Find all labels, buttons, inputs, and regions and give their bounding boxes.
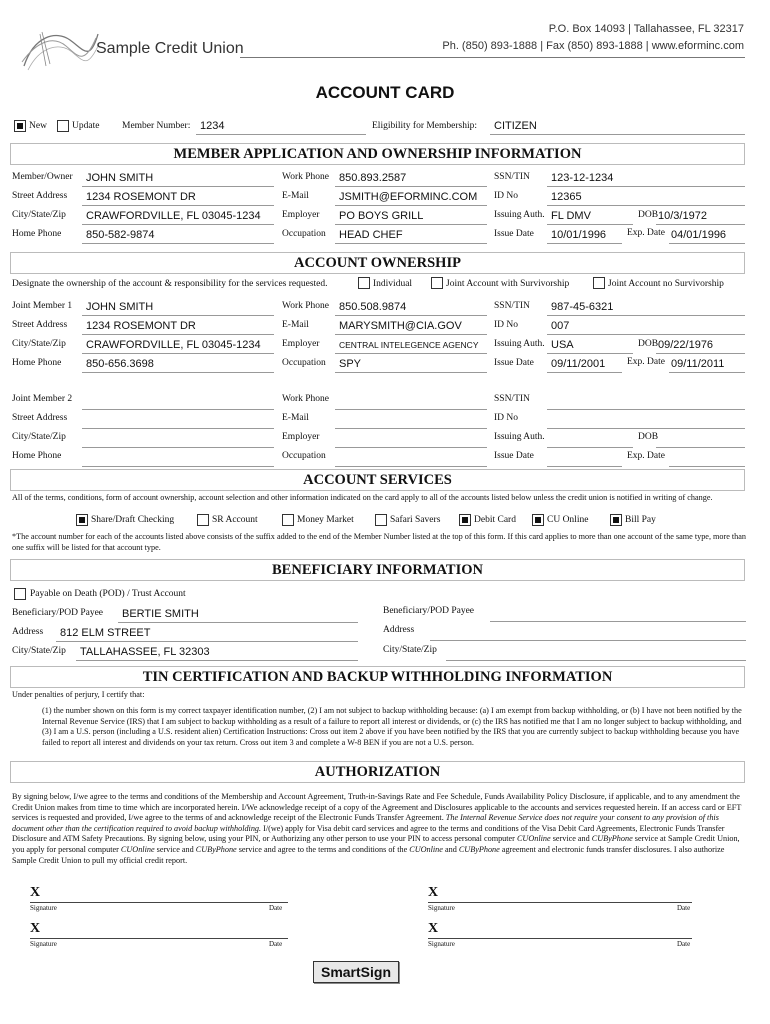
auth-p2g: agreement and electronic funds transfer disclosures. I also authorize Sample Credit Union to pull my official credit report. bbox=[12, 844, 725, 865]
joint1-csz-field[interactable]: CRAWFORDVILLE, FL 03045-1234 bbox=[82, 337, 274, 354]
joint2-issue-date-field[interactable] bbox=[547, 452, 622, 467]
joint2-issuing-field[interactable] bbox=[547, 433, 633, 448]
signature-line-2[interactable] bbox=[428, 902, 692, 903]
member-name-field[interactable]: JOHN SMITH bbox=[82, 170, 274, 187]
occupation-label: Occupation bbox=[282, 358, 326, 368]
employer-label: Employer bbox=[282, 339, 320, 349]
sr-account-checkbox[interactable] bbox=[197, 514, 209, 526]
occupation-label: Occupation bbox=[282, 229, 326, 239]
header-contact: Ph. (850) 893-1888 | Fax (850) 893-1888 | www.eforminc.com bbox=[442, 40, 744, 52]
joint-survivorship-checkbox[interactable] bbox=[431, 277, 443, 289]
address-label: Address bbox=[12, 627, 44, 637]
joint1-name-field[interactable]: JOHN SMITH bbox=[82, 299, 274, 316]
issuing-label: Issuing Auth. bbox=[494, 339, 545, 349]
work-phone-label: Work Phone bbox=[282, 172, 329, 182]
issuing-label: Issuing Auth. bbox=[494, 432, 545, 442]
member-home-field[interactable]: 850-582-9874 bbox=[82, 227, 274, 244]
exp-date-label: Exp. Date bbox=[627, 451, 665, 461]
signature-caption-2: Signature bbox=[428, 904, 455, 912]
pod-checkbox[interactable] bbox=[14, 588, 26, 600]
member-email-field[interactable]: JSMITH@EFORMINC.COM bbox=[335, 189, 487, 206]
idno-label: ID No bbox=[494, 320, 519, 330]
logo-swirl-icon bbox=[20, 26, 100, 72]
sr-account-label: SR Account bbox=[212, 515, 258, 525]
services-note: *The account number for each of the accounts listed above consists of the suffix added to the end of the Member Number listed at the top of this form. If this card applies to more than one account of the same type, more than one suffix will be listed for that account type. bbox=[12, 532, 747, 552]
joint1-dob-field[interactable]: 09/22/1976 bbox=[656, 337, 745, 354]
money-market-label: Money Market bbox=[297, 515, 354, 525]
joint2-label: Joint Member 2 bbox=[12, 394, 73, 404]
member-dob-field[interactable]: 10/3/1972 bbox=[656, 208, 745, 225]
safari-savers-checkbox[interactable] bbox=[375, 514, 387, 526]
csz-label: City/State/Zip bbox=[12, 339, 66, 349]
joint2-name-field[interactable] bbox=[82, 395, 274, 410]
joint-no-survivorship-label: Joint Account no Survivorship bbox=[608, 279, 724, 289]
csz-label-2: City/State/Zip bbox=[383, 645, 437, 655]
member-occupation-field[interactable]: HEAD CHEF bbox=[335, 227, 487, 244]
joint-no-survivorship-checkbox[interactable] bbox=[593, 277, 605, 289]
joint2-email-field[interactable] bbox=[335, 414, 487, 429]
dob-label: DOB bbox=[638, 339, 659, 349]
section-account-ownership: ACCOUNT OWNERSHIP bbox=[10, 252, 745, 274]
signature-line-3[interactable] bbox=[30, 938, 288, 939]
ssn-label: SSN/TIN bbox=[494, 172, 530, 182]
joint1-occupation-field[interactable]: SPY bbox=[335, 356, 487, 373]
joint2-idno-field[interactable] bbox=[547, 414, 745, 429]
email-label: E-Mail bbox=[282, 320, 309, 330]
joint1-employer-field[interactable]: CENTRAL INTELEGENCE AGENCY bbox=[335, 337, 487, 354]
member-issue-date-field[interactable]: 10/01/1996 bbox=[547, 227, 622, 244]
home-phone-label: Home Phone bbox=[12, 229, 62, 239]
member-csz-field[interactable]: CRAWFORDVILLE, FL 03045-1234 bbox=[82, 208, 274, 225]
idno-label: ID No bbox=[494, 413, 519, 423]
street-label: Street Address bbox=[12, 191, 68, 201]
new-label: New bbox=[29, 121, 47, 131]
member-number-label: Member Number: bbox=[122, 121, 191, 131]
auth-p1: By signing below, I/we agree to the terms and conditions of the Membership and Account Agreement, Truth-in-Savings Rate and Fee Schedule, Funds Availability Policy Disclosure, if applicable, and to any amendment the Credit Union makes from time to time which are incorporated herein. I/We acknowledge receipt of a copy of the Agreement and Disclosures applicable to the accounts and services requested herein. If an access card or EFT services is requested and provided, I/we agree to the terms of and acknowledge receipt of the Electronic Funds Transfer Agreement. bbox=[12, 792, 742, 823]
csz-label: City/State/Zip bbox=[12, 210, 66, 220]
idno-label: ID No bbox=[494, 191, 519, 201]
date-caption-1: Date bbox=[269, 904, 283, 912]
joint1-idno-field[interactable]: 007 bbox=[547, 318, 745, 335]
joint1-label: Joint Member 1 bbox=[12, 301, 73, 311]
date-caption-3: Date bbox=[269, 940, 283, 948]
section-beneficiary: BENEFICIARY INFORMATION bbox=[10, 559, 745, 581]
ownership-designate: Designate the ownership of the account & responsibility for the services requested. bbox=[12, 279, 328, 289]
csz-label: City/State/Zip bbox=[12, 432, 66, 442]
bill-pay-checkbox[interactable] bbox=[610, 514, 622, 526]
payee-field[interactable]: BERTIE SMITH bbox=[118, 606, 358, 623]
share-draft-label: Share/Draft Checking bbox=[91, 515, 175, 525]
auth-cuonline-1: CUOnline bbox=[516, 834, 551, 844]
debit-card-checkbox[interactable] bbox=[459, 514, 471, 526]
auth-cubyphone-1: CUByPhone bbox=[591, 834, 633, 844]
member-street-field[interactable]: 1234 ROSEMONT DR bbox=[82, 189, 274, 206]
signature-line-1[interactable] bbox=[30, 902, 288, 903]
eligibility-label: Eligibility for Membership: bbox=[372, 121, 478, 131]
exp-date-label: Exp. Date bbox=[627, 357, 665, 367]
bill-pay-label: Bill Pay bbox=[625, 515, 656, 525]
work-phone-label: Work Phone bbox=[282, 394, 329, 404]
beneficiary-csz-field[interactable]: TALLAHASSEE, FL 32303 bbox=[76, 644, 358, 661]
ssn-label: SSN/TIN bbox=[494, 301, 530, 311]
joint1-issuing-field[interactable]: USA bbox=[547, 337, 633, 354]
joint1-home-field[interactable]: 850-656.3698 bbox=[82, 356, 274, 373]
auth-cubyphone-3: CUByPhone bbox=[458, 844, 500, 854]
new-checkbox[interactable] bbox=[14, 120, 26, 132]
joint1-work-field[interactable]: 850.508.9874 bbox=[335, 299, 487, 316]
pod-label: Payable on Death (POD) / Trust Account bbox=[30, 589, 186, 599]
joint2-ssn-field[interactable] bbox=[547, 395, 745, 410]
joint2-exp-field[interactable] bbox=[669, 452, 745, 467]
employer-label: Employer bbox=[282, 210, 320, 220]
section-account-services: ACCOUNT SERVICES bbox=[10, 469, 745, 491]
sig-x-4: X bbox=[428, 921, 439, 936]
auth-p2c: service at Sample Credit Union, you apply for personal computer bbox=[12, 834, 740, 854]
payee-field-2[interactable] bbox=[490, 607, 746, 622]
update-checkbox[interactable] bbox=[57, 120, 69, 132]
joint1-street-field[interactable]: 1234 ROSEMONT DR bbox=[82, 318, 274, 335]
member-work-field[interactable]: 850.893.2587 bbox=[335, 170, 487, 187]
member-issuing-field[interactable]: FL DMV bbox=[547, 208, 633, 225]
beneficiary-address-field-2[interactable] bbox=[430, 626, 746, 641]
auth-p2a: I/(we) apply for Visa debit card services and agree to the terms and conditions of the Visa Debit Card Agreements, Electronic Funds Transfer Disclosure and ATM Safety Precautions. By signing below, using your PIN, or Authorizing any other person to use your PIN to access personal computer bbox=[12, 823, 725, 844]
joint1-exp-field[interactable]: 09/11/2011 bbox=[669, 356, 745, 373]
auth-cubyphone-2: CUByPhone bbox=[195, 844, 237, 854]
member-employer-field[interactable]: PO BOYS GRILL bbox=[335, 208, 487, 225]
joint1-email-field[interactable]: MARYSMITH@CIA.GOV bbox=[335, 318, 487, 335]
occupation-label: Occupation bbox=[282, 451, 326, 461]
org-name: Sample Credit Union bbox=[96, 40, 244, 57]
section-tin: TIN CERTIFICATION AND BACKUP WITHHOLDING INFORMATION bbox=[10, 666, 745, 688]
home-phone-label: Home Phone bbox=[12, 358, 62, 368]
work-phone-label: Work Phone bbox=[282, 301, 329, 311]
dob-label: DOB bbox=[638, 432, 659, 442]
exp-date-label: Exp. Date bbox=[627, 228, 665, 238]
joint2-work-field[interactable] bbox=[335, 395, 487, 410]
csz-label: City/State/Zip bbox=[12, 646, 66, 656]
home-phone-label: Home Phone bbox=[12, 451, 62, 461]
issuing-label: Issuing Auth. bbox=[494, 210, 545, 220]
individual-checkbox[interactable] bbox=[358, 277, 370, 289]
signature-line-4[interactable] bbox=[428, 938, 692, 939]
signature-caption-4: Signature bbox=[428, 940, 455, 948]
street-label: Street Address bbox=[12, 413, 68, 423]
joint2-occupation-field[interactable] bbox=[335, 452, 487, 467]
date-caption-2: Date bbox=[677, 904, 691, 912]
member-ssn-field[interactable]: 123-12-1234 bbox=[547, 170, 745, 187]
employer-label: Employer bbox=[282, 432, 320, 442]
member-number-field[interactable]: 1234 bbox=[196, 118, 366, 135]
street-label: Street Address bbox=[12, 320, 68, 330]
payee-label-2: Beneficiary/POD Payee bbox=[383, 606, 475, 616]
authorization-text bbox=[12, 792, 747, 866]
joint2-home-field[interactable] bbox=[82, 452, 274, 467]
email-label: E-Mail bbox=[282, 191, 309, 201]
cu-online-label: CU Online bbox=[547, 515, 589, 525]
form-title: ACCOUNT CARD bbox=[315, 83, 455, 102]
issue-date-label: Issue Date bbox=[494, 229, 534, 239]
joint-survivorship-label: Joint Account with Survivorship bbox=[446, 279, 570, 289]
auth-irs-note: The Internal Revenue Service does not require your consent to any provision of this document other than the certification required to avoid backup withholding. bbox=[12, 813, 719, 833]
sig-x-2: X bbox=[428, 885, 439, 900]
auth-p2b: service and bbox=[550, 834, 592, 844]
payee-label: Beneficiary/POD Payee bbox=[12, 608, 104, 618]
joint2-street-field[interactable] bbox=[82, 414, 274, 429]
services-intro: All of the terms, conditions, form of account ownership, account selection and other information indicated on the card apply to all of the accounts listed below unless the credit union is notified in writing of change. bbox=[12, 493, 713, 502]
individual-label: Individual bbox=[373, 279, 413, 289]
header-address: P.O. Box 14093 | Tallahassee, FL 32317 bbox=[548, 23, 744, 35]
joint2-csz-field[interactable] bbox=[82, 433, 274, 448]
issue-date-label: Issue Date bbox=[494, 451, 534, 461]
cu-online-checkbox[interactable] bbox=[532, 514, 544, 526]
share-draft-checkbox[interactable] bbox=[76, 514, 88, 526]
update-label: Update bbox=[72, 121, 100, 131]
joint1-ssn-field[interactable]: 987-45-6321 bbox=[547, 299, 745, 316]
auth-p2e: service and agree to the terms and conditions of the bbox=[236, 844, 410, 854]
tin-intro: Under penalties of perjury, I certify that: bbox=[12, 690, 145, 699]
debit-card-label: Debit Card bbox=[474, 515, 516, 525]
signature-caption-3: Signature bbox=[30, 940, 57, 948]
ssn-label: SSN/TIN bbox=[494, 394, 530, 404]
joint1-issue-date-field[interactable]: 09/11/2001 bbox=[547, 356, 622, 373]
member-owner-label: Member/Owner bbox=[12, 172, 73, 182]
safari-savers-label: Safari Savers bbox=[390, 515, 441, 525]
beneficiary-address-field[interactable]: 812 ELM STREET bbox=[56, 625, 358, 642]
auth-p2d: service and bbox=[154, 844, 196, 854]
tin-body: (1) the number shown on this form is my correct taxpayer identification number, (2) I am not subject to backup withholding because: (a) I am exempt from backup withholding, or (b) I have not been notified by the Internal Revenue Service (IRS) that I am subject to backup withholding as a result of a failure to report all interest or dividends, or (c) the IRS has notified me that I am no longer subject to backup withholding, and (3) I am a U.S. person (including a U.S. resident alien) Certification Instructions: Cross out item 2 above if you have been notified by the IRS that you are currently subject to backup withholding because you have failed to report all interest and dividends on your tax return. Cross out item 3 and complete a W-8 BEN if you are not a U.S. person. bbox=[42, 706, 742, 747]
joint2-dob-field[interactable] bbox=[656, 433, 745, 448]
money-market-checkbox[interactable] bbox=[282, 514, 294, 526]
address-label-2: Address bbox=[383, 625, 415, 635]
auth-p2f: and bbox=[442, 844, 459, 854]
auth-cuonline-3: CUOnline bbox=[409, 844, 443, 854]
sig-x-1: X bbox=[30, 885, 41, 900]
smartsign-button[interactable]: SmartSign bbox=[313, 961, 399, 983]
logo bbox=[20, 26, 100, 72]
beneficiary-csz-field-2[interactable] bbox=[446, 646, 746, 661]
sig-x-3: X bbox=[30, 921, 41, 936]
signature-caption-1: Signature bbox=[30, 904, 57, 912]
header-rule bbox=[240, 57, 745, 58]
eligibility-field[interactable]: CITIZEN bbox=[490, 118, 745, 135]
auth-cuonline-2: CUOnline bbox=[120, 844, 155, 854]
issue-date-label: Issue Date bbox=[494, 358, 534, 368]
dob-label: DOB bbox=[638, 210, 659, 220]
joint2-employer-field[interactable] bbox=[335, 433, 487, 448]
section-authorization: AUTHORIZATION bbox=[10, 761, 745, 783]
member-exp-field[interactable]: 04/01/1996 bbox=[669, 227, 745, 244]
date-caption-4: Date bbox=[677, 940, 691, 948]
email-label: E-Mail bbox=[282, 413, 309, 423]
member-idno-field[interactable]: 12365 bbox=[547, 189, 745, 206]
section-member-application: MEMBER APPLICATION AND OWNERSHIP INFORMATION bbox=[10, 143, 745, 165]
